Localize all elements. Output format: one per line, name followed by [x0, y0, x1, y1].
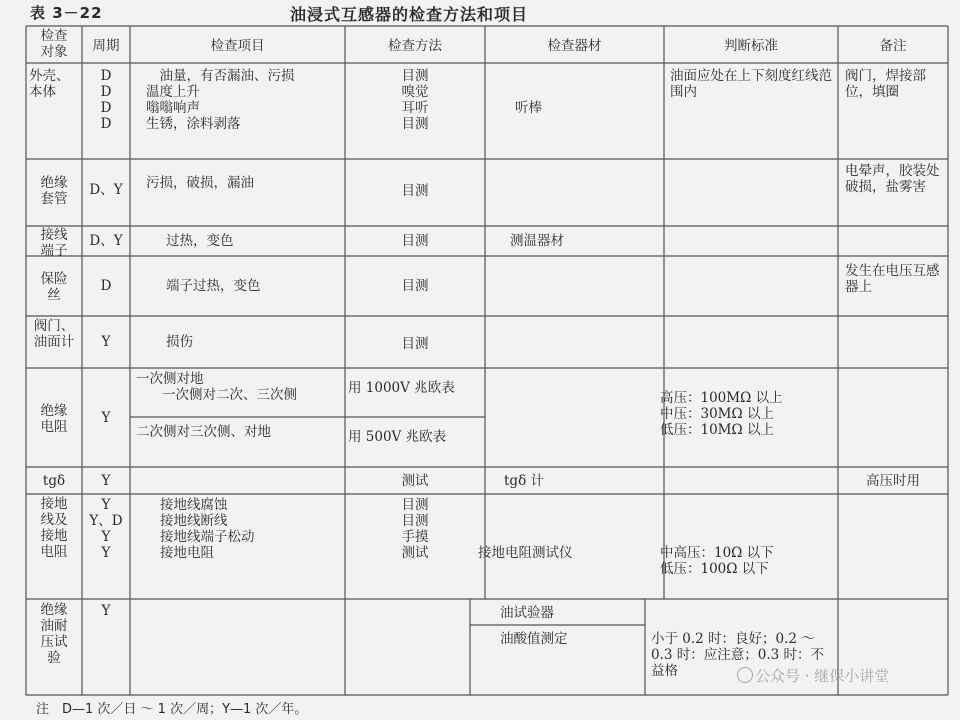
row5-item: 损伤: [166, 334, 193, 350]
table-footnote: 注 D—1 次／日 ～ 1 次／周；Y—1 次／年。: [36, 702, 308, 717]
row5-object: 阀门、油面计: [33, 318, 75, 350]
row4-remark: 发生在电压互感器上: [845, 263, 940, 295]
row2-period: D、Y: [89, 182, 123, 198]
row6-method-a: 用 1000V 兆欧表: [348, 380, 455, 396]
header-equipment: 检查器材: [547, 38, 602, 54]
row1-standard: 油面应处在上下刻度红线范围内: [670, 68, 832, 100]
table-title: 油浸式互感器的检查方法和项目: [290, 5, 529, 24]
row6-item-a: 一次侧对地 一次侧对二次、三次侧: [136, 371, 297, 403]
row4-method: 目测: [401, 278, 429, 294]
row9-equipment-b: 油酸值测定: [500, 631, 568, 647]
watermark: 公众号 · 继保小讲堂: [755, 667, 890, 685]
row4-period: D: [100, 278, 112, 294]
row7-equipment: tgδ 计: [504, 473, 544, 489]
row2-item: 污损，破损，漏油: [146, 175, 254, 191]
header-item: 检查项目: [210, 38, 265, 54]
header-method: 检查方法: [388, 38, 442, 54]
row2-remark: 电晕声，胶装处破损，盐雾害: [845, 163, 940, 195]
row2-method: 目测: [401, 183, 429, 199]
table-number: 表 3－22: [30, 4, 103, 22]
row5-method: 目测: [401, 336, 429, 352]
row3-item: 过热，变色: [166, 233, 234, 249]
row7-period: Y: [101, 473, 111, 489]
row1-method: 目测 嗅觉 耳听 目测: [401, 68, 429, 132]
row6-period: Y: [101, 410, 111, 426]
row6-object: 绝缘电阻: [40, 403, 68, 435]
row9-object: 绝缘油耐压试验: [40, 602, 68, 666]
row3-equipment: 测温器材: [510, 233, 564, 249]
row8-period: Y Y、D Y Y: [89, 497, 123, 561]
row3-object: 接线端子: [40, 227, 68, 259]
row1-remark: 阀门，焊接部位，填圈: [845, 68, 926, 100]
row1-equipment: 听棒: [515, 100, 542, 116]
row1-item: 油量，有否漏油、污损 温度上升 嗡嗡响声 生锈，涂料剥落: [146, 68, 295, 132]
header-standard: 判断标准: [724, 38, 778, 54]
row8-standard: 中高压：10Ω 以下 低压：100Ω 以下: [660, 545, 774, 577]
row3-period: D、Y: [89, 233, 123, 249]
header-period: 周期: [92, 38, 120, 54]
row6-item-b: 二次侧对三次侧、对地: [136, 424, 271, 440]
row5-period: Y: [101, 334, 111, 350]
row8-object: 接地线及接地电阻: [40, 496, 68, 560]
row7-method: 测试: [401, 473, 429, 489]
row8-method: 目测 目测 手摸 测试: [401, 497, 429, 561]
row1-period: D D D D: [100, 68, 112, 132]
header-remark: 备注: [879, 38, 907, 54]
row8-item: 接地线腐蚀 接地线断线 接地线端子松动 接地电阻: [160, 497, 255, 561]
wechat-icon: [737, 667, 753, 683]
row7-object: tgδ: [42, 473, 66, 489]
row3-method: 目测: [401, 233, 429, 249]
row1-object: 外壳、本体: [29, 68, 70, 100]
row6-method-b: 用 500V 兆欧表: [348, 429, 447, 445]
row9-equipment-a: 油试验器: [500, 605, 554, 621]
row4-object: 保险丝: [40, 271, 68, 303]
header-object: 检查对象: [40, 28, 68, 60]
row4-item: 端子过热，变色: [166, 278, 261, 294]
row9-standard: 小于 0.2 时：良好；0.2 ～ 0.3 时：应注意；0.3 时：不益格: [651, 631, 825, 679]
row7-remark: 高压时用: [866, 473, 920, 489]
row9-period: Y: [101, 603, 111, 619]
row2-object: 绝缘套管: [40, 175, 68, 207]
row6-standard: 高压：100MΩ 以上 中压：30MΩ 以上 低压：10MΩ 以上: [660, 390, 783, 438]
row8-equipment: 接地电阻测试仪: [478, 545, 573, 561]
